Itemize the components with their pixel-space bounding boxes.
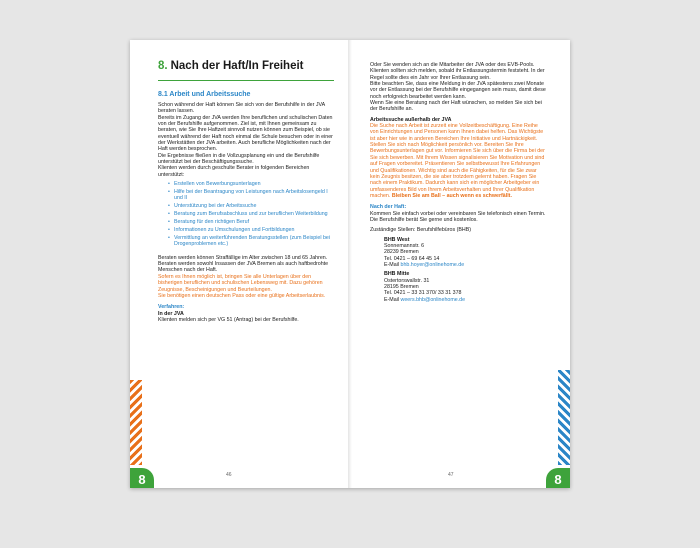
paragraph: Beraten werden sowohl Insassen der JVA Bremen als auch haftbedrohte Menschen nach der Haft. bbox=[158, 261, 329, 274]
decorative-stripes bbox=[558, 370, 570, 465]
chapter-number: 8. bbox=[158, 60, 168, 72]
paragraph: Oder Sie wenden sich an die Mitarbeiter der JVA oder des EVB-Pools. bbox=[370, 62, 535, 68]
left-column bbox=[158, 90, 334, 323]
page-number: 46 bbox=[226, 472, 232, 478]
paragraph: Klienten sollten sich melden, sobald ihr Entlassungstermin feststeht. In der Regel sollte dies ein Jahr vor Ihrer Entlassung sein. bbox=[370, 68, 545, 81]
decorative-stripes bbox=[130, 380, 142, 465]
after-heading: Nach der Haft: bbox=[370, 204, 407, 211]
office-city: 28239 Bremen bbox=[384, 249, 419, 256]
office-name: BHB West bbox=[384, 236, 410, 243]
right-page bbox=[350, 40, 570, 488]
procedure-heading: Verfahren: bbox=[158, 304, 185, 311]
paragraph: Klienten melden sich per VG 51 (Antrag) bei der Berufshilfe. bbox=[158, 316, 299, 323]
paragraph: Bereits im Zugang der JVA werden Ihre beruflichen und schulischen Daten von der Berufshilfe aufgenommen. Ziel ist, mit Ihnen gemeinsam zu beraten, wie Sie Ihre Haftzeit sinnvoll nutzen können zum Beispiel, ob sie eventuell während der Haft noch einmal die Schule besuchen oder in einer der Werkstätten der JVA arbeiten. Auch berufliche Möglichkeiten nach der Haft werden besprochen. bbox=[158, 114, 333, 153]
left-page bbox=[130, 40, 350, 488]
chapter-title bbox=[158, 60, 304, 72]
email-link[interactable]: weers.bhb@onlinehome.de bbox=[400, 296, 466, 303]
paragraph: Kommen Sie einfach vorbei oder vereinbaren Sie telefonisch einen Termin. Die Berufshilfe berät Sie gerne und kostenlos. bbox=[370, 210, 546, 223]
book-spread bbox=[130, 40, 570, 488]
page-number: 47 bbox=[448, 472, 454, 478]
office-contact bbox=[370, 271, 546, 303]
list-item: • Erstellen von Bewerbungsunterlagen bbox=[168, 181, 334, 187]
list-item: • Unterstützung bei der Arbeitssuche bbox=[168, 203, 334, 209]
outside-bold-text: Bleiben Sie am Ball – auch wenn es schwerfällt. bbox=[391, 192, 512, 199]
list-item: • Hilfe bei der Beantragung von Leistungen nach Arbeitslosengeld I und II bbox=[168, 189, 334, 202]
chapter-tab: 8 bbox=[130, 468, 154, 488]
outside-heading: Arbeitssuche außerhalb der JVA bbox=[370, 116, 452, 123]
list-item: • Vermittlung an weiterführenden Beratungsstellen (zum Beispiel bei Drogenproblemen etc.) bbox=[168, 235, 334, 248]
paragraph: Die Ergebnisse fließen in die Vollzugsplanung ein und die Berufshilfe unterstützt bei der Beschäftigungssuche. bbox=[158, 152, 320, 166]
office-phone: Tel. 0421 – 69 64 45 14 bbox=[384, 255, 440, 262]
section-title: 8.1 Arbeit und Arbeitssuche bbox=[158, 91, 251, 98]
paragraph: Klienten werden durch geschulte Berater in folgenden Bereichen unterstützt: bbox=[158, 165, 310, 178]
chapter-title-text: Nach der Haft/In Freiheit bbox=[170, 60, 304, 72]
chapter-divider bbox=[158, 80, 334, 81]
office-city: 28195 Bremen bbox=[384, 284, 419, 290]
office-email-line bbox=[370, 262, 546, 268]
office-name: BHB Mitte bbox=[384, 271, 410, 278]
offices-heading: Zuständige Stellen: Berufshilfebüros (BHB) bbox=[370, 227, 471, 234]
outside-paragraph bbox=[370, 123, 546, 199]
office-phone: Tel. 0421 – 33 31 370/ 33 31 378 bbox=[384, 290, 462, 297]
right-column bbox=[370, 62, 546, 303]
chapter-tab: 8 bbox=[546, 468, 570, 488]
list-item: • Beratung zum Berufsabschluss und zur beruflichen Weiterbildung bbox=[168, 211, 334, 217]
paragraph: Bitte beachten Sie, dass eine Meldung in der JVA spätestens zwei Monate vor der Entlassung bei der Berufshilfe eingegangen sein muss, damit diese noch erfolgreich bearbeitet werden kann. bbox=[370, 81, 546, 100]
office-street: Ostertorswallstr. 31 bbox=[384, 277, 430, 284]
email-label: E-Mail bbox=[384, 261, 400, 268]
intro-paragraph: Schon während der Haft können Sie sich von der Berufshilfe in der JVA beraten lassen. bbox=[158, 102, 325, 115]
email-link[interactable]: bhb.hoyer@onlinehome.de bbox=[400, 261, 465, 268]
office-street: Sonnemannstr. 6 bbox=[384, 242, 425, 249]
list-item: • Beratung für den richtigen Beruf bbox=[168, 219, 334, 225]
office-contact bbox=[370, 237, 546, 269]
in-jva-heading: In der JVA bbox=[158, 310, 184, 317]
highlight-paragraph: Sie benötigen einen deutschen Pass oder eine gültige Arbeitserlaubnis. bbox=[158, 292, 326, 299]
email-label: E-Mail bbox=[384, 296, 400, 303]
list-item: • Informationen zu Umschulungen und Fortbildungen bbox=[168, 227, 334, 233]
paragraph: Wenn Sie eine Beratung nach der Haft wünschen, so melden Sie sich bei der Berufshilfe an. bbox=[370, 100, 542, 113]
highlight-paragraph: Sofern es Ihnen möglich ist, bringen Sie alle Unterlagen über den bisherigen beruflichen und schulischen Lebensweg mit. Dazu gehören Zeugnisse, Bescheinigungen und Beurteilungen. bbox=[158, 273, 323, 293]
services-list bbox=[168, 181, 334, 248]
outside-text: Die Suche nach Arbeit ist zurzeit eine Vollzeitbeschäftigung. Eine Reihe von Einrichtungen und Personen kann Ihnen dabei helfen. Das Wichtigste ist aber hier wie in anderen Bereichen Ihre Initiative und Hartnäckigkeit. Stellen Sie sich nach Möglichkeit persönlich vor. Bereiten Sie Ihre Bewerbungsunterlagen gut vor. Informieren Sie sich über die Firma bei der Sie sich bewerben. Mit Ihrem Wissen signalisieren Sie Motivation und sind auf Fragen vorbereitet. Präsentieren Sie selbstbewusst Ihre Erfahrungen und Qualifikationen. Wichtig sind auch die Fähigkeiten, für die Sie zwar kein Zeugnis besitzen, die sie aber trotzdem gelernt haben. Fragen Sie nach einem Praktikum. Dadurch kann sich ein möglicher Arbeitgeber ein umfassenderes Bild von Ihrem Arbeitsverhalten und Ihrer Qualifikation machen. bbox=[370, 123, 545, 199]
office-email-line bbox=[370, 297, 546, 303]
paragraph: Beraten werden können Straffällige im Alter zwischen 18 und 65 Jahren. bbox=[158, 254, 328, 261]
